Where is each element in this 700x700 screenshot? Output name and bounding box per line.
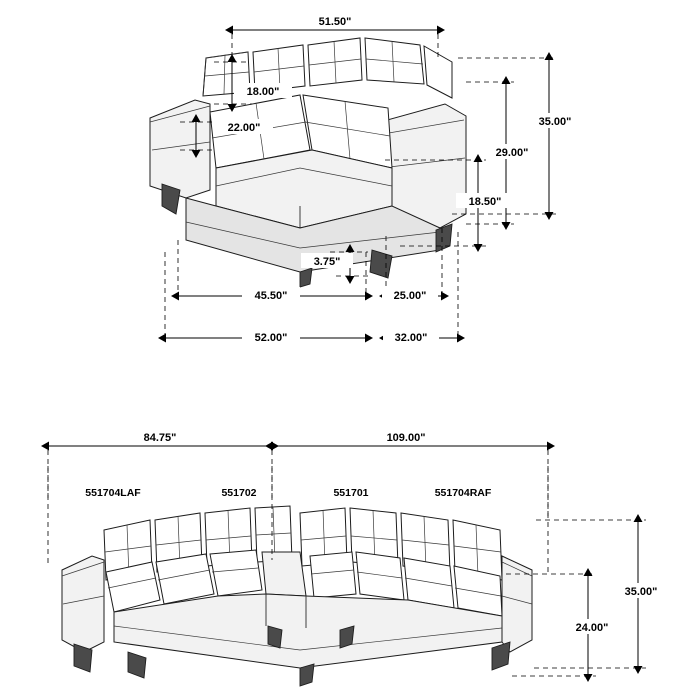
dimension-value: 32.00" [394, 332, 428, 344]
dimension-label-back-cushion-height [234, 83, 292, 98]
dimension-label-seat-depth [382, 287, 438, 302]
dimension-label-seat-width [242, 287, 300, 302]
part-code-551702: 551702 [221, 487, 257, 499]
dimension-value: 109.00" [386, 432, 426, 444]
dimension-value: 22.00" [227, 122, 261, 134]
dimension-label-sectional-back-height [563, 619, 621, 634]
dimension-label-top-width [305, 13, 367, 28]
dimension-label-sectional-height [612, 583, 670, 598]
dimension-label-seat-cushion-depth [215, 119, 273, 134]
dimension-label-left-span [131, 429, 189, 444]
dimension-label-leg-height [301, 253, 353, 268]
dimension-label-overall-depth [383, 329, 439, 344]
part-code-551701: 551701 [333, 487, 369, 499]
part-code-551704RAF: 551704RAF [434, 487, 492, 499]
dimension-value: 51.50" [318, 16, 352, 28]
dimension-value: 29.00" [495, 147, 529, 159]
dimension-value: 18.50" [468, 196, 502, 208]
dimension-value: 18.00" [246, 86, 280, 98]
dimension-value: 25.00" [393, 290, 427, 302]
dimension-value: 24.00" [575, 622, 609, 634]
dimension-label-overall-height [526, 113, 584, 128]
dimension-label-arm-height [456, 193, 514, 208]
part-code-551704LAF: 551704LAF [85, 487, 141, 499]
dimension-value: 52.00" [254, 332, 288, 344]
dimension-value: 35.00" [538, 116, 572, 128]
dimension-value: 84.75" [143, 432, 177, 444]
dimension-label-overall-width [242, 329, 300, 344]
dimension-label-back-height [483, 144, 541, 159]
dimension-value: 3.75" [313, 256, 341, 268]
dimension-label-right-span [374, 429, 438, 444]
dimension-value: 45.50" [254, 290, 288, 302]
dimension-value: 35.00" [624, 586, 658, 598]
